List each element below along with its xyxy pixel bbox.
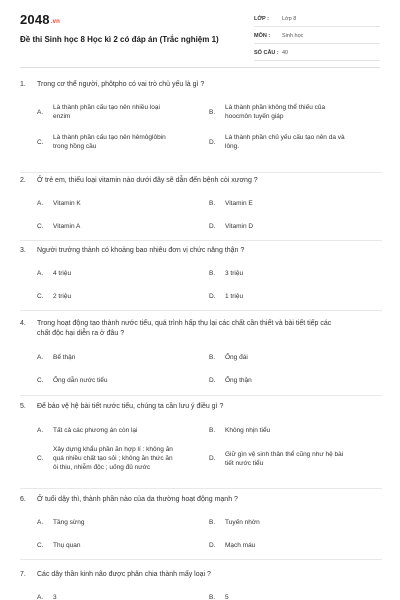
option-text xyxy=(53,292,187,301)
option-text-line: 2 triệu xyxy=(53,293,72,300)
option-text-line: Giữ gìn vệ sinh thân thể cũng như hệ bài xyxy=(225,450,344,458)
logo-main: 2048 xyxy=(20,12,50,27)
answer-option-d[interactable] xyxy=(209,541,359,550)
option-letter: C. xyxy=(37,377,44,384)
option-text-line: Ống thận xyxy=(225,377,252,384)
question-5 xyxy=(20,402,382,471)
option-text xyxy=(225,103,359,121)
option-text-line: 3 triệu xyxy=(225,270,244,277)
option-text-line: 4 triệu xyxy=(53,270,72,277)
option-text-line: Không nhịn tiểu xyxy=(225,427,271,434)
option-text xyxy=(225,353,359,362)
question-text-line: Để bảo vệ hệ bài tiết nước tiểu, chúng ta cần lưu ý điều gì ? xyxy=(37,403,224,410)
exam-header xyxy=(0,0,400,68)
option-text xyxy=(53,353,187,362)
question-1 xyxy=(20,80,382,150)
question-text xyxy=(20,495,382,505)
option-text-line: Tầng sừng xyxy=(53,519,85,526)
question-number: 3. xyxy=(20,247,26,254)
option-text xyxy=(53,222,187,231)
option-text xyxy=(53,103,187,121)
question-text xyxy=(20,402,382,412)
option-text xyxy=(53,426,187,435)
option-text xyxy=(225,518,359,527)
option-letter: A. xyxy=(37,108,44,116)
question-text-line: chất độc hại diễn ra ở đâu ? xyxy=(37,330,125,337)
question-separator xyxy=(20,488,382,489)
option-text xyxy=(225,133,359,151)
option-text-line: Là thành phần không thể thiếu của xyxy=(225,104,326,111)
option-letter: C. xyxy=(37,223,44,230)
question-number: 2. xyxy=(20,177,26,184)
exam-title: Đề thi Sinh học 8 Học kì 2 có đáp án (Trắc nghiệm 1) xyxy=(20,35,219,44)
option-letter: B. xyxy=(209,354,216,361)
option-text xyxy=(225,292,359,301)
answer-option-b[interactable] xyxy=(209,353,359,362)
question-separator xyxy=(20,172,382,173)
answer-option-b[interactable] xyxy=(209,518,359,527)
option-letter: A. xyxy=(37,519,44,526)
answer-option-c[interactable] xyxy=(37,292,187,301)
option-text xyxy=(225,222,359,231)
answer-option-a[interactable] xyxy=(37,102,187,122)
option-text xyxy=(225,426,359,435)
option-text xyxy=(53,518,187,527)
option-letter: B. xyxy=(209,427,216,434)
answer-option-c[interactable] xyxy=(37,541,187,550)
question-text xyxy=(20,570,382,580)
option-text-line: quá nhiều chất tạo sỏi ; không ăn thức ăn xyxy=(53,455,173,462)
question-separator xyxy=(20,395,382,396)
option-letter: D. xyxy=(209,542,216,549)
option-text-line: Vitamin D xyxy=(225,223,254,230)
question-number: 7. xyxy=(20,571,26,578)
question-separator xyxy=(20,559,382,560)
option-letter: A. xyxy=(37,354,44,361)
answer-option-d[interactable] xyxy=(209,376,359,385)
option-text-line: Vitamin K xyxy=(53,200,81,207)
option-letter: C. xyxy=(37,542,44,549)
exam-meta xyxy=(254,13,380,64)
question-text xyxy=(20,319,382,339)
option-text-line: Xây dựng khẩu phần ăn hợp lí : không ăn xyxy=(53,446,173,453)
question-6 xyxy=(20,495,382,549)
question-text-line: Các dây thần kinh não được phân chia thành mấy loại ? xyxy=(37,571,211,578)
option-text xyxy=(225,199,359,208)
option-text xyxy=(225,541,359,550)
option-letter: A. xyxy=(37,270,44,277)
option-letter: B. xyxy=(209,519,216,526)
meta-value: 40 xyxy=(282,50,289,56)
answer-option-d[interactable] xyxy=(209,292,359,301)
option-letter: D. xyxy=(209,223,216,230)
option-text xyxy=(53,376,187,385)
answer-option-d[interactable] xyxy=(209,222,359,231)
answer-option-c[interactable] xyxy=(37,222,187,231)
answer-option-b[interactable] xyxy=(209,199,359,208)
option-letter: A. xyxy=(37,427,44,434)
option-text xyxy=(53,199,187,208)
answer-option-b[interactable] xyxy=(209,426,359,435)
question-text xyxy=(20,246,382,256)
option-text-line: Là thành phần chủ yếu cấu tạo nên da và xyxy=(225,134,345,141)
option-text-line: ôi thiu, nhiễm độc ; uống đủ nước xyxy=(53,464,151,471)
option-text-line: Ống đái xyxy=(225,354,248,361)
option-text-line: Thụ quan xyxy=(53,542,81,549)
option-letter: C. xyxy=(37,293,44,300)
question-text xyxy=(20,80,382,90)
answer-option-a[interactable] xyxy=(37,426,187,435)
option-text-line: 5 xyxy=(225,594,229,600)
option-text xyxy=(53,445,187,472)
option-text xyxy=(53,133,187,151)
option-text-line: Mạch máu xyxy=(225,542,256,549)
question-number: 1. xyxy=(20,81,26,88)
meta-subject xyxy=(254,30,380,44)
option-text-line: trong hồng cầu xyxy=(53,143,97,150)
question-4 xyxy=(20,319,382,384)
option-text-line: Bể thận xyxy=(53,354,76,361)
answer-option-c[interactable] xyxy=(37,445,187,472)
header-divider xyxy=(20,67,380,68)
question-text-line: Người trưởng thành có khoảng bao nhiêu đơn vị chức năng thận ? xyxy=(37,247,245,254)
answer-option-c[interactable] xyxy=(37,132,187,152)
question-text-line: Ở tuổi dậy thì, thành phần nào của da thường hoạt động mạnh ? xyxy=(37,496,238,503)
option-text-line: enzim xyxy=(53,113,71,120)
meta-key: MÔN : xyxy=(254,33,271,39)
option-text-line: Tuyến nhờn xyxy=(225,519,260,526)
option-text-line: 1 triệu xyxy=(225,293,244,300)
answer-option-a[interactable] xyxy=(37,269,187,278)
answer-option-b[interactable] xyxy=(209,593,359,600)
option-text xyxy=(53,541,187,550)
option-text xyxy=(225,450,359,468)
question-text-line: Trong cơ thể người, phôtpho có vai trò chủ yếu là gì ? xyxy=(37,81,205,88)
option-text-line: hoocmôn tuyến giáp xyxy=(225,113,284,120)
question-number: 6. xyxy=(20,496,26,503)
option-text xyxy=(53,269,187,278)
option-letter: C. xyxy=(37,455,44,462)
question-text-line: Ở trẻ em, thiếu loại vitamin nào dưới đây sẽ dẫn đến bệnh còi xương ? xyxy=(37,177,258,184)
answer-option-c[interactable] xyxy=(37,376,187,385)
meta-value: Lớp 8 xyxy=(282,16,297,22)
answer-option-b[interactable] xyxy=(209,269,359,278)
option-text xyxy=(225,593,359,600)
question-separator xyxy=(20,240,382,241)
site-logo[interactable] xyxy=(20,12,60,27)
question-number: 4. xyxy=(20,320,26,327)
logo-suffix: .vn xyxy=(50,19,61,25)
option-letter: A. xyxy=(37,200,44,207)
answer-option-a[interactable] xyxy=(37,518,187,527)
option-text-line: Là thành phần cấu tạo nên nhiều loại xyxy=(53,104,160,111)
option-text-line: Tất cả các phương án còn lại xyxy=(53,427,138,434)
meta-value: Sinh học xyxy=(282,33,304,39)
option-text-line: Vitamin A xyxy=(53,223,81,230)
question-2 xyxy=(20,176,382,230)
question-3 xyxy=(20,246,382,300)
meta-key: LỚP : xyxy=(254,16,269,22)
option-text-line: Là thành phần cấu tạo nên hêmôglôbin xyxy=(53,134,166,141)
option-text xyxy=(225,269,359,278)
meta-key: SỐ CÂU : xyxy=(254,50,279,56)
option-letter: A. xyxy=(37,594,44,600)
option-letter: B. xyxy=(209,200,216,207)
option-letter: B. xyxy=(209,108,216,116)
question-separator xyxy=(20,310,382,311)
answer-option-d[interactable] xyxy=(209,445,359,472)
question-number: 5. xyxy=(20,403,26,410)
question-7 xyxy=(20,570,382,600)
option-letter: B. xyxy=(209,594,216,600)
answer-option-b[interactable] xyxy=(209,102,359,122)
option-text-line: tiết nước tiểu xyxy=(225,459,264,467)
option-letter: B. xyxy=(209,270,216,277)
answer-option-a[interactable] xyxy=(37,593,187,600)
option-letter: D. xyxy=(209,293,216,300)
answer-option-d[interactable] xyxy=(209,132,359,152)
answer-option-a[interactable] xyxy=(37,199,187,208)
option-text-line: 3 xyxy=(53,594,57,600)
option-text xyxy=(225,376,359,385)
option-letter: C. xyxy=(37,138,44,146)
question-text-line: Trong hoạt động tạo thành nước tiểu, quá trình hấp thụ lại các chất cần thiết và bài tiết tiếp các xyxy=(37,320,332,327)
option-letter: D. xyxy=(209,138,216,146)
option-letter: D. xyxy=(209,377,216,384)
meta-question-count xyxy=(254,47,380,61)
option-text xyxy=(53,593,187,600)
answer-option-a[interactable] xyxy=(37,353,187,362)
option-text-line: lông. xyxy=(225,143,240,150)
option-text-line: Ống dẫn nước tiểu xyxy=(53,377,108,384)
option-text-line: Vitamin E xyxy=(225,200,253,207)
option-letter: D. xyxy=(209,455,216,462)
question-text xyxy=(20,176,382,186)
meta-grade xyxy=(254,13,380,27)
